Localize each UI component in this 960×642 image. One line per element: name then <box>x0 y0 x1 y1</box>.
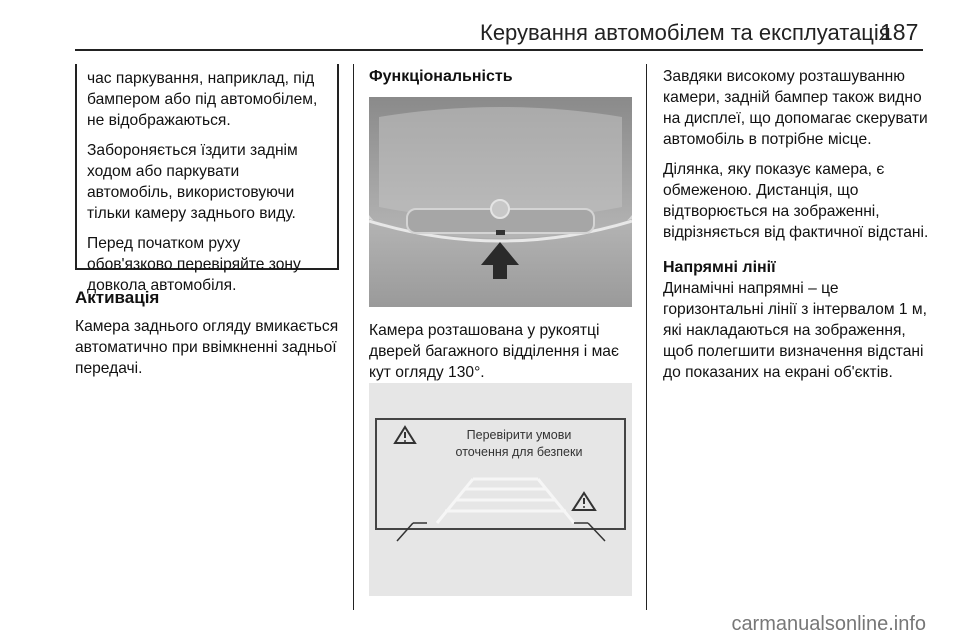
notice-paragraph: час паркування, наприклад, під бампером або під автомобілем, не відображаються. <box>87 70 318 129</box>
header-rule <box>75 49 923 51</box>
guidelines-text: Динамічні напрямні – це горизонтальні лінії з інтервалом 1 м, які накладаються на зображення, щоб полегшити визначення відстані до показаних на екрані об'єктів. <box>663 280 927 381</box>
warning-triangle-icon <box>573 493 595 510</box>
camera-location-photo <box>369 97 632 307</box>
page-title: Керування автомобілем та експлуатація <box>480 20 891 45</box>
right-column <box>663 66 938 392</box>
display-warning-text: Перевірити умови оточення для безпеки <box>455 428 583 459</box>
functionality-heading: Функціональність <box>369 68 513 85</box>
functionality-section <box>369 66 639 91</box>
page-number: 187 <box>880 19 919 45</box>
watermark: carmanualsonline.info <box>731 613 926 635</box>
warning-triangle-icon <box>395 427 415 443</box>
notice-paragraph: Перед початком руху обов'язково перевіряйте зону довкола автомобіля. <box>87 235 301 294</box>
notice-paragraph: Забороняється їздити заднім ходом або паркувати автомобіль, використовуючи тільки камеру заднього виду. <box>87 142 298 222</box>
body-paragraph: Завдяки високому розташуванню камери, задній бампер також видно на дисплеї, що допомагає скерувати автомобіль в потрібне місце. <box>663 68 928 148</box>
guidelines-heading: Напрямні лінії <box>663 259 776 276</box>
body-paragraph: Ділянка, яку показує камера, є обмеженою. Дистанція, що відтворюється на зображенні, відрізняється від фактичної відстані. <box>663 161 929 241</box>
activation-heading: Активація <box>75 288 160 307</box>
distance-markers <box>397 523 605 541</box>
guideline-lines <box>437 479 574 523</box>
rearview-display-illustration <box>369 383 632 596</box>
notice-box <box>75 64 339 294</box>
camera-caption: Камера розташована у рукоятці дверей багажного відділення і має кут огляду 130°. <box>369 322 619 381</box>
column-divider <box>353 64 354 610</box>
activation-text: Камера заднього огляду вмикається автоматично при ввімкненні задньої передачі. <box>75 318 339 377</box>
column-divider <box>646 64 647 610</box>
activation-section <box>75 287 345 388</box>
